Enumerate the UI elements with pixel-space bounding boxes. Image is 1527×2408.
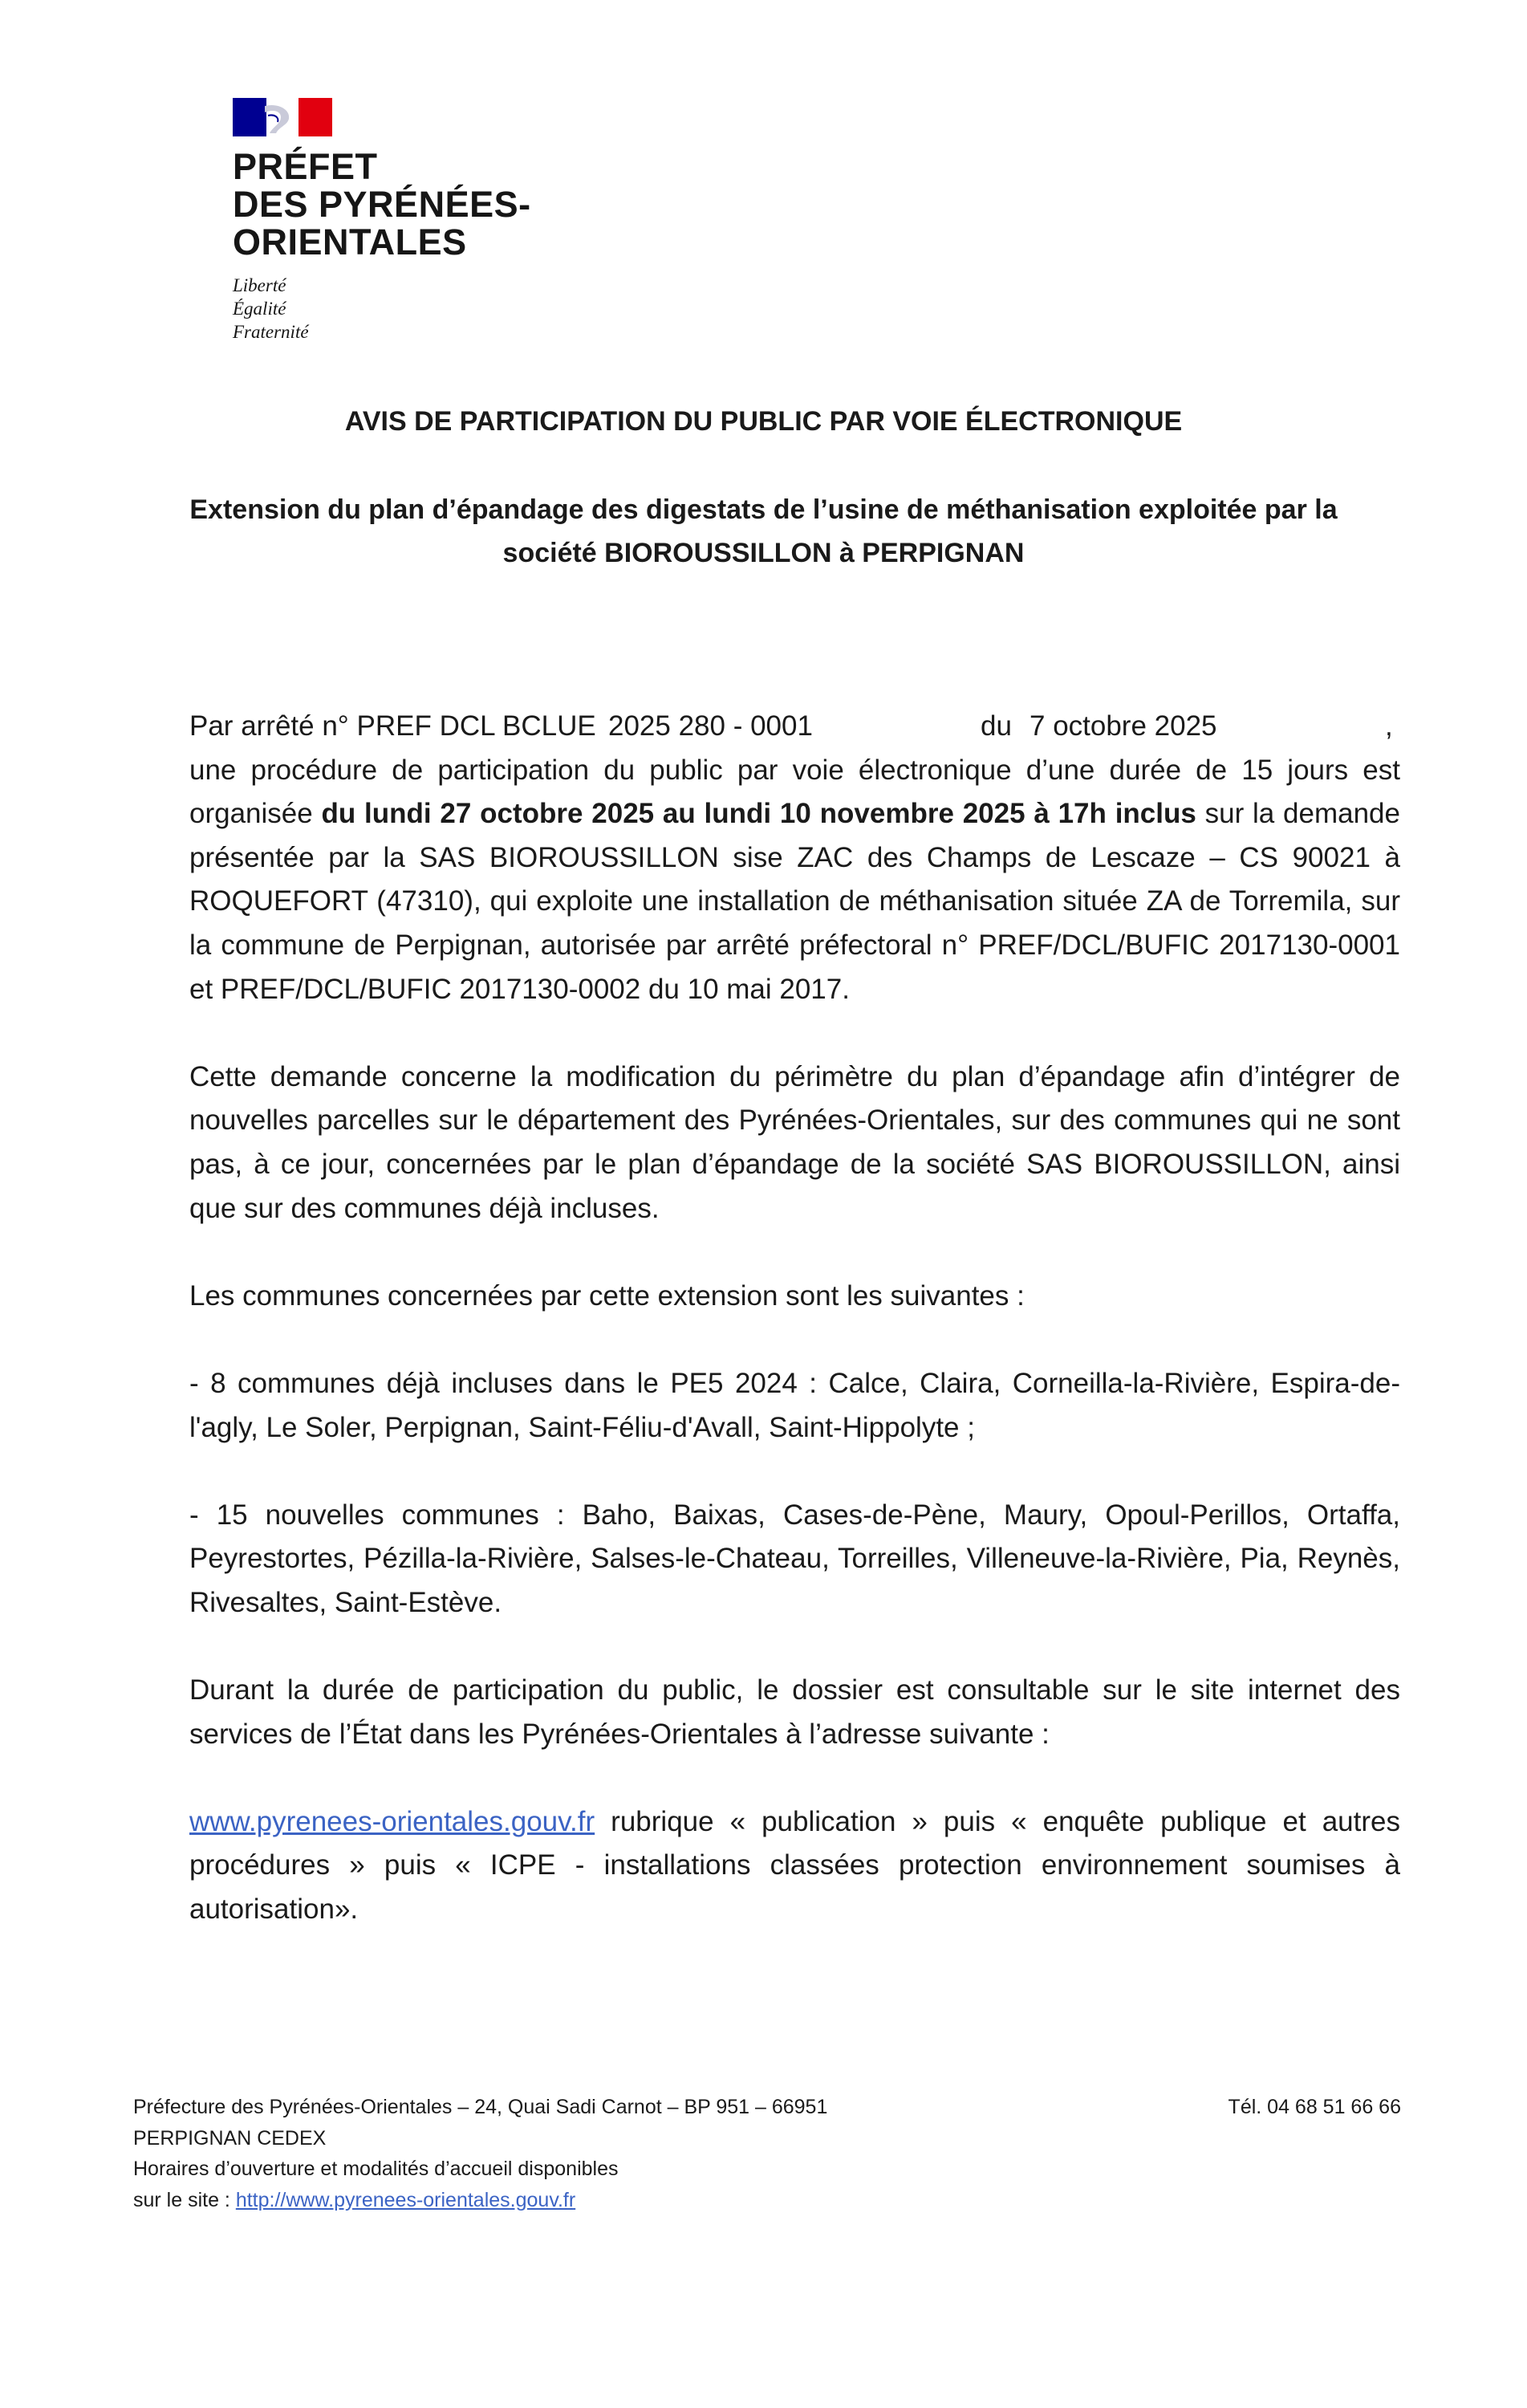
arrete-reference-line xyxy=(189,705,1400,749)
motto-line: Liberté xyxy=(233,275,286,295)
motto-line: Égalité xyxy=(233,299,286,319)
arrete-prefix: Par arrêté n° PREF DCL BCLUE xyxy=(189,710,596,742)
footer-phone: Tél. 04 68 51 66 66 xyxy=(1228,2096,1401,2118)
notice-body xyxy=(189,705,1400,1932)
footer-site-line xyxy=(133,2185,1401,2216)
paragraph-communes-intro: Les communes concernées par cette extension sont les suivantes : xyxy=(189,1279,1025,1312)
logo-title-line: DES PYRÉNÉES- xyxy=(233,184,531,225)
logo-title-line: PRÉFET xyxy=(233,146,378,187)
paragraph-communes-incluses: - 8 communes déjà incluses dans le PE5 2024 : Calce, Claira, Corneilla-la-Rivière, Espira-de-l'agly, Le Soler, Perpignan, Saint-Féliu-d'Avall, Saint-Hippolyte ; xyxy=(189,1367,1400,1443)
website-path-text: rubrique « publication » puis « enquête publique et autres procédures » puis « ICPE - installations classées protection environnement soumises à autorisation». xyxy=(189,1805,1400,1926)
notice-subtitle xyxy=(0,488,1527,575)
arrete-comma: , xyxy=(1385,710,1393,742)
paragraph-consultation: Durant la durée de participation du public, le dossier est consultable sur le site internet des services de l’État dans les Pyrénées-Orientales à l’adresse suivante : xyxy=(189,1674,1400,1750)
arrete-date: 7 octobre 2025 xyxy=(1030,710,1217,742)
arrete-number: 2025 280 - 0001 xyxy=(608,710,813,742)
paragraph-website xyxy=(189,1800,1400,1932)
republic-motto xyxy=(233,274,554,344)
footer-hours: Horaires d’ouverture et modalités d’accueil disponibles xyxy=(133,2158,619,2180)
footer-site-prefix: sur le site : xyxy=(133,2188,236,2211)
marianne-flag-icon xyxy=(233,98,332,136)
footer-website-link[interactable]: http://www.pyrenees-orientales.gouv.fr xyxy=(235,2188,576,2211)
paragraph-procedure xyxy=(189,749,1400,1012)
prefecture-website-link[interactable]: www.pyrenees-orientales.gouv.fr xyxy=(189,1805,595,1837)
paragraph-nouvelles-communes: - 15 nouvelles communes : Baho, Baixas, Cases-de-Pène, Maury, Opoul-Perillos, Ortaffa, Peyrestortes, Pézilla-la-Rivière, Salses-le-Chateau, Torreilles, Villeneuve-la-Rivière, Pia, Reynès, Rivesaltes, Saint-Estève. xyxy=(189,1499,1400,1618)
footer-address: Préfecture des Pyrénées-Orientales – 24, Quai Sadi Carnot – BP 951 – 66951 xyxy=(133,2096,828,2118)
notice-title: AVIS DE PARTICIPATION DU PUBLIC PAR VOIE ÉLECTRONIQUE xyxy=(344,406,1183,437)
logo-title xyxy=(233,148,554,261)
footer xyxy=(133,2092,1401,2215)
motto-line: Fraternité xyxy=(233,322,309,342)
arrete-du: du xyxy=(981,710,1012,742)
logo-title-line: ORIENTALES xyxy=(233,222,467,262)
notice-subtitle-line: Extension du plan d’épandage des digestats de l’usine de méthanisation exploitée par la xyxy=(189,494,1338,525)
procedure-text: une procédure de participation du public par voie électronique d’une durée de 15 jours est organisée xyxy=(189,754,1400,830)
prefecture-logo xyxy=(233,98,554,344)
footer-city: PERPIGNAN CEDEX xyxy=(133,2126,327,2150)
procedure-dates: du lundi 27 octobre 2025 au lundi 10 novembre 2025 à 17h inclus xyxy=(321,798,1196,830)
procedure-text-continued: sur la demande présentée par la SAS BIOROUSSILLON sise ZAC des Champs de Lescaze – CS 90021 à ROQUEFORT (47310), qui exploite une installation de méthanisation située ZA de Torremila, sur la commune de Perpignan, autorisée par arrêté préfectoral n° PREF/DCL/BUFIC 2017130-0001 et PREF/DCL/BUFIC 2017130-0002 du 10 mai 2017. xyxy=(189,798,1400,1005)
notice-subtitle-line: société BIOROUSSILLON à PERPIGNAN xyxy=(502,538,1025,568)
paragraph-demande: Cette demande concerne la modification du périmètre du plan d’épandage afin d’intégrer de nouvelles parcelles sur le département des Pyrénées-Orientales, sur des communes qui ne sont pas, à ce jour, concernées par le plan d’épandage de la société SAS BIOROUSSILLON, ainsi que sur des communes déjà incluses. xyxy=(189,1060,1400,1224)
